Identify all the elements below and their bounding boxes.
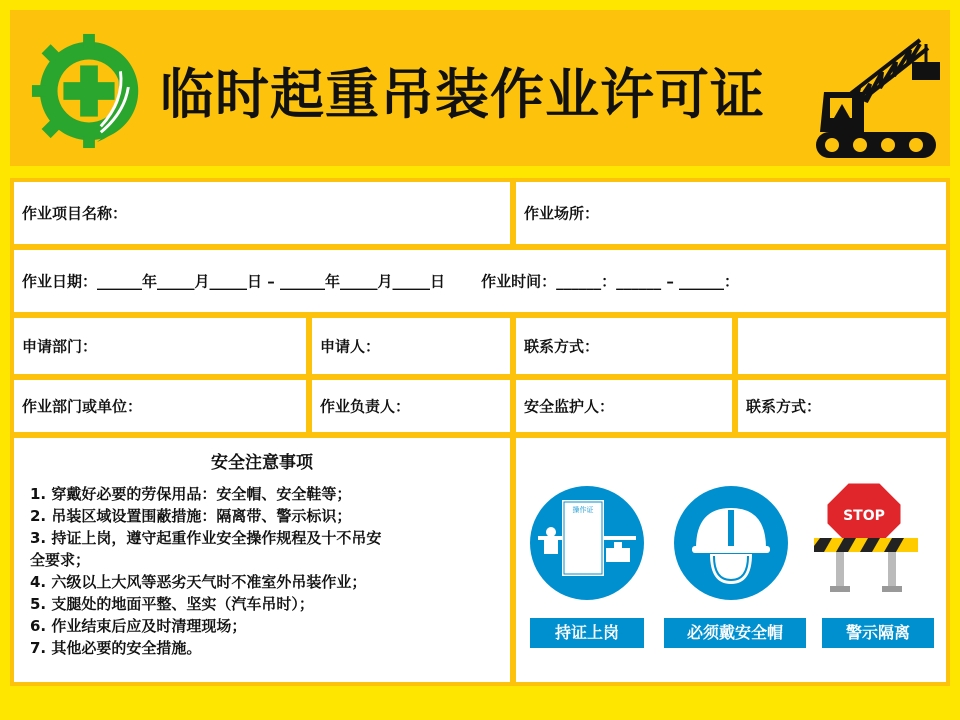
start-minute-blank[interactable]: ______	[616, 272, 662, 291]
sign-label-helmet: 必须戴安全帽	[664, 618, 806, 648]
card-text: 操作证	[572, 506, 594, 514]
start-hour-blank[interactable]: ______	[556, 272, 602, 291]
list-item: 3. 持证上岗，遵守起重作业安全操作规程及十不吊安	[30, 529, 382, 547]
date-dash: –	[262, 272, 281, 291]
start-day-blank[interactable]: _____	[209, 272, 248, 291]
applicant-field[interactable]	[312, 318, 510, 374]
list-item: 全要求；	[30, 551, 91, 569]
applicant-label: 申请人：	[320, 337, 381, 356]
list-item: 2. 吊装区域设置围蔽措施：隔离带、警示标识；	[30, 507, 352, 525]
safety-guard-field[interactable]	[516, 380, 732, 432]
safety-guard-label: 安全监护人：	[524, 397, 615, 416]
contact-label: 联系方式：	[524, 337, 600, 356]
sign-label-barrier: 警示隔离	[822, 618, 934, 648]
list-item: 1. 穿戴好必要的劳保用品：安全帽、安全鞋等；	[30, 485, 352, 503]
safety-notice-title: 安全注意事项	[211, 453, 313, 473]
day-text: 日	[430, 272, 446, 291]
date-time-row[interactable]	[14, 250, 946, 312]
year-text: 年	[142, 272, 158, 291]
month-text: 月	[377, 272, 393, 291]
day-text: 日	[247, 272, 263, 291]
date-time-line	[22, 271, 739, 292]
contact-field[interactable]	[516, 318, 732, 374]
stop-text: STOP	[843, 508, 885, 524]
permit-form	[10, 178, 950, 686]
month-text: 月	[194, 272, 210, 291]
list-item: 4. 六级以上大风等恶劣天气时不准室外吊装作业；	[30, 573, 367, 591]
project-name-label: 作业项目名称：	[22, 204, 128, 223]
header-banner	[10, 10, 950, 166]
date-label: 作业日期：	[22, 272, 98, 291]
crawler-crane-icon	[810, 22, 945, 162]
page-title: 临时起重吊装作业许可证	[160, 63, 765, 126]
safety-cross-gear-icon	[30, 32, 148, 150]
stop-barrier-icon	[814, 478, 918, 600]
location-label: 作业场所：	[524, 204, 600, 223]
list-item: 6. 作业结束后应及时清理现场；	[30, 617, 247, 635]
end-day-blank[interactable]: _____	[392, 272, 431, 291]
work-unit-label: 作业部门或单位：	[22, 397, 143, 416]
contact-value-field[interactable]	[738, 318, 946, 374]
supervisor-label: 作业负责人：	[320, 397, 411, 416]
work-unit-field[interactable]	[14, 380, 306, 432]
end-year-blank[interactable]: ______	[280, 272, 326, 291]
location-field[interactable]	[516, 182, 946, 244]
end-hour-blank[interactable]: ______	[679, 272, 725, 291]
guard-contact-label: 联系方式：	[746, 397, 822, 416]
start-month-blank[interactable]: _____	[157, 272, 195, 291]
safety-signs-panel	[516, 438, 946, 682]
safety-notice-list	[30, 483, 510, 659]
list-item: 5. 支腿处的地面平整、坚实（汽车吊时）；	[30, 595, 314, 613]
sign-label-certificate: 持证上岗	[530, 618, 644, 648]
project-name-field[interactable]	[14, 182, 510, 244]
start-year-blank[interactable]: ______	[97, 272, 143, 291]
colon-text: ：	[724, 272, 740, 291]
supervisor-field[interactable]	[312, 380, 510, 432]
time-dash: –	[661, 272, 680, 291]
colon-text: ：	[601, 272, 617, 291]
year-text: 年	[325, 272, 341, 291]
safety-notice-panel	[14, 438, 510, 682]
certificate-card-icon	[530, 486, 644, 600]
guard-contact-field[interactable]	[738, 380, 946, 432]
list-item: 7. 其他必要的安全措施。	[30, 639, 202, 657]
end-month-blank[interactable]: _____	[340, 272, 378, 291]
department-field[interactable]	[14, 318, 306, 374]
safety-helmet-icon	[674, 486, 788, 600]
department-label: 申请部门：	[22, 337, 98, 356]
time-label: 作业时间：	[481, 272, 557, 291]
